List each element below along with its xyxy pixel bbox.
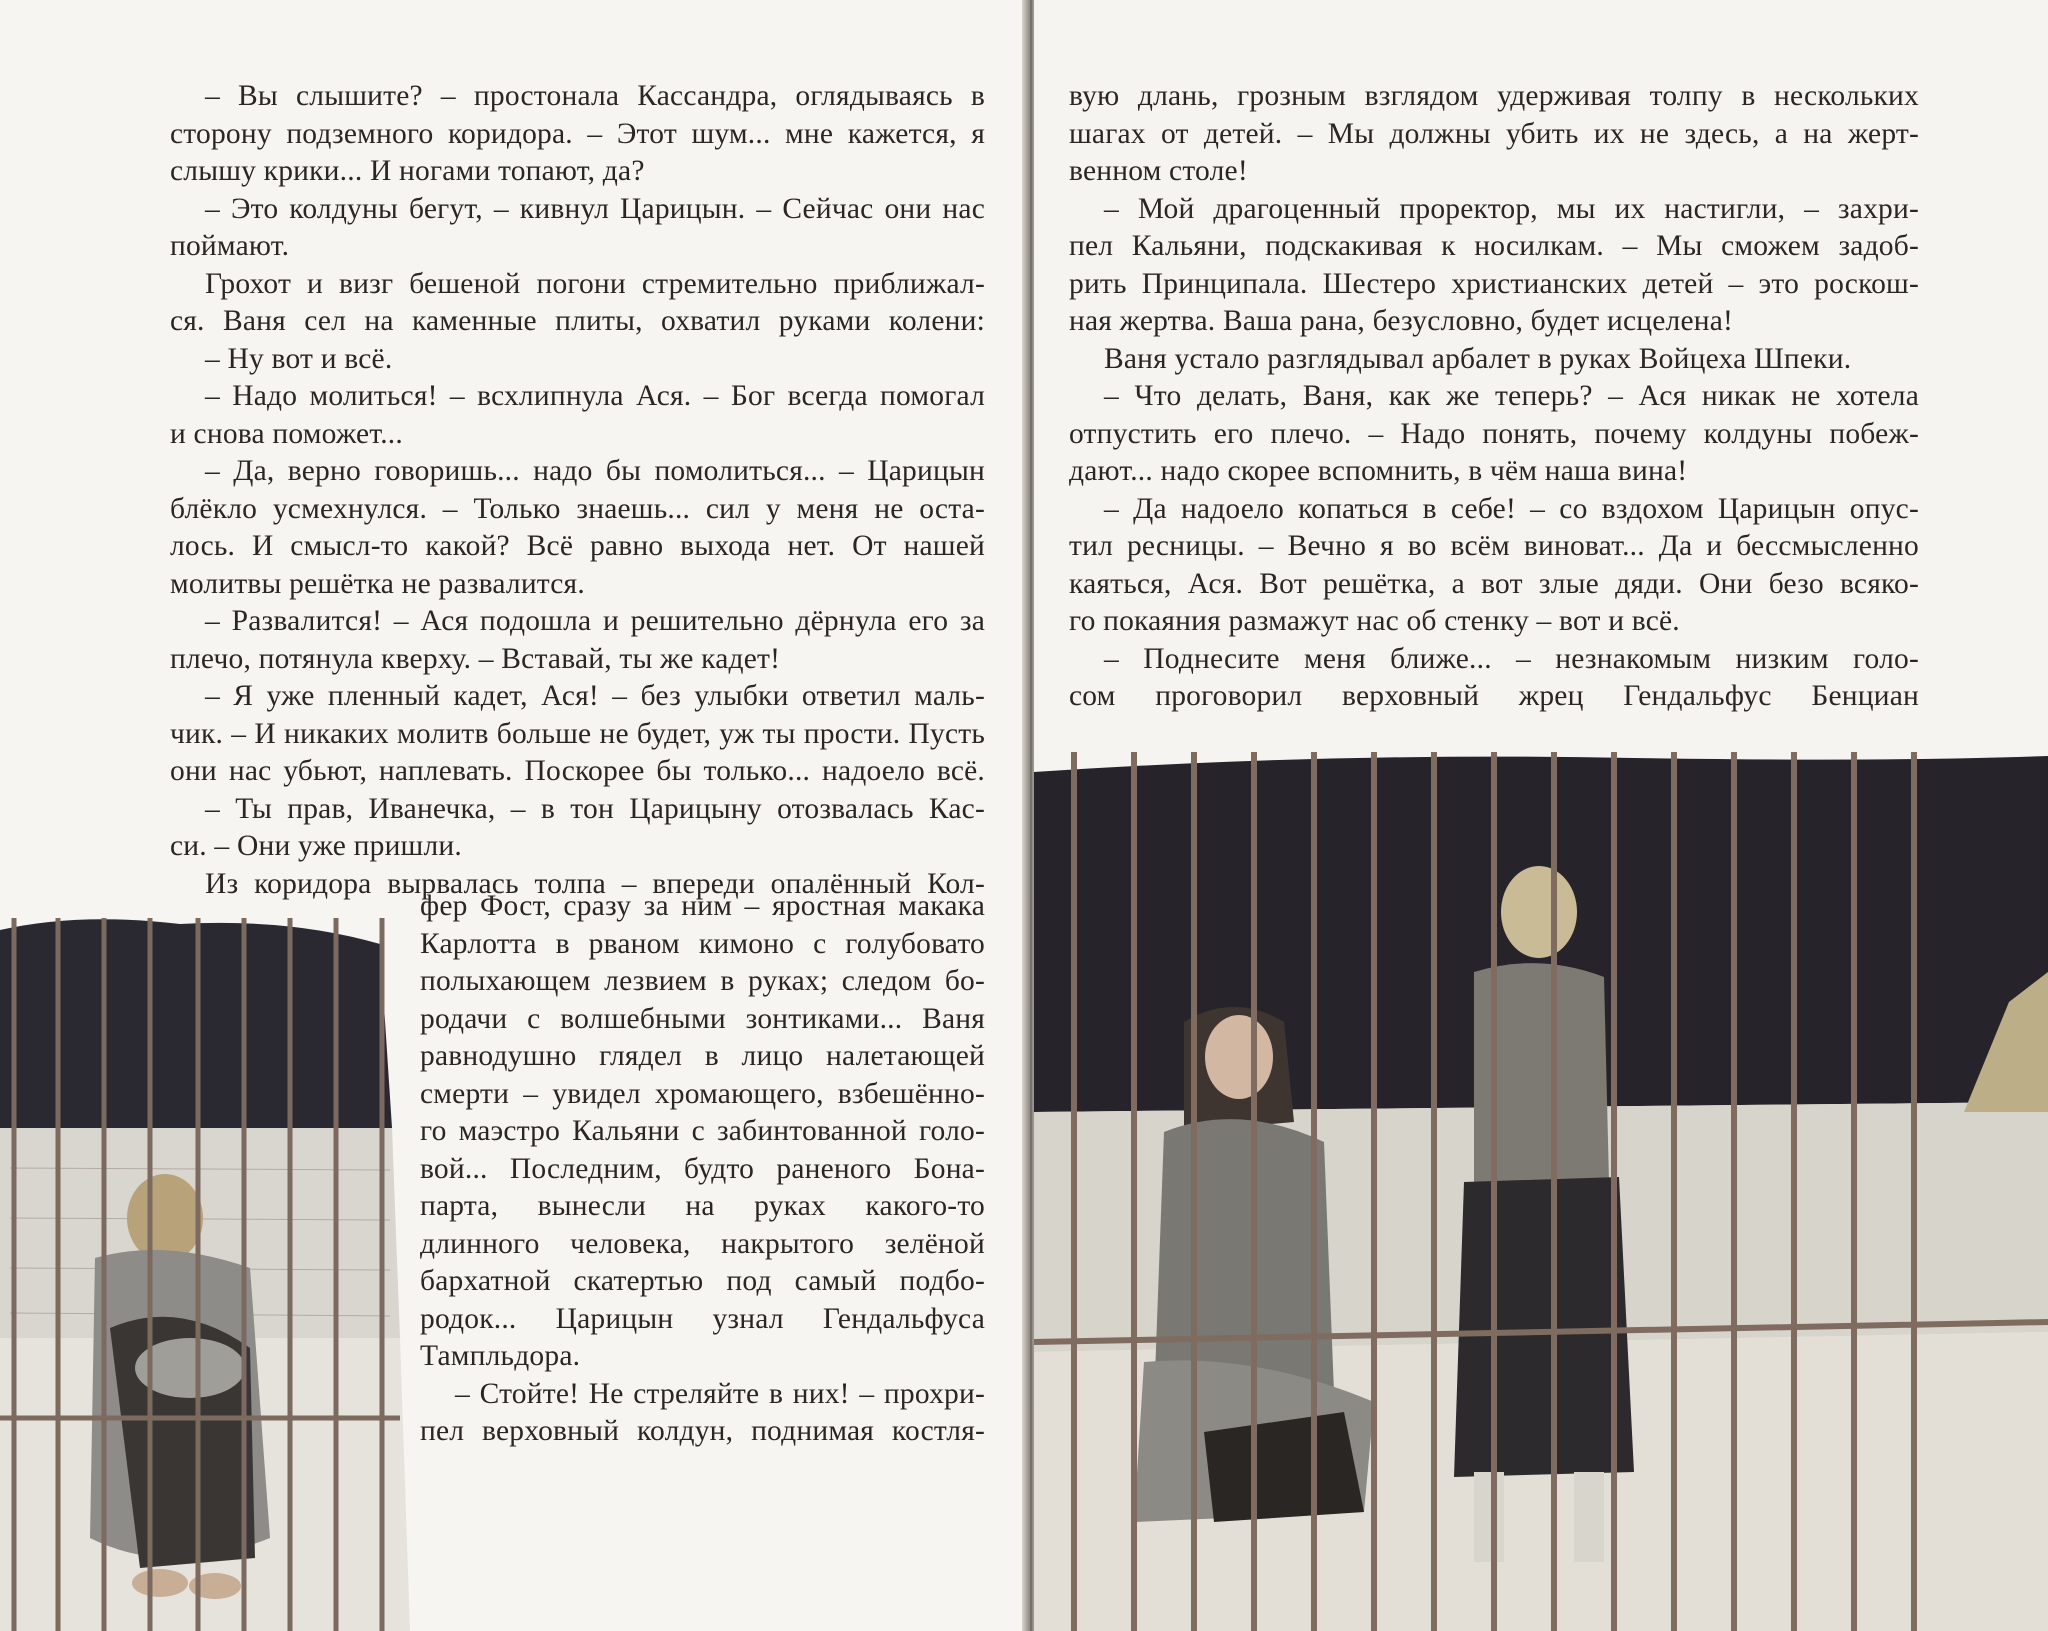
right-page — [1034, 0, 2048, 1631]
text-line: рить Принципала. Шестеро христианских детей – это роскош- — [1069, 267, 1919, 300]
text-line: Ваня устало разглядывал арбалет в руках Войцеха Шпеки. — [1104, 342, 1852, 375]
text-line: Грохот и визг бешеной погони стремительно приближал- — [205, 267, 985, 300]
text-line: – Да надоело копаться в себе! – со вздохом Царицын опус- — [1104, 492, 1919, 525]
text-line: – Стойте! Не стреляйте в них! – прохри- — [455, 1377, 985, 1410]
text-line: Карлотта в рваном кимоно с голубовато — [420, 927, 985, 960]
text-line: блёкло усмехнулся. – Только знаешь... сил у меня не оста- — [170, 492, 985, 525]
text-line: молитвы решётка не развалится. — [170, 567, 585, 600]
text-line: сторону подземного коридора. – Этот шум... мне кажется, я — [170, 117, 985, 150]
illustration-girls-behind-bars — [1034, 752, 2048, 1631]
text-line: плечо, потянула кверху. – Вставай, ты же кадет! — [170, 642, 781, 675]
text-line: парта, вынесли на руках какого-то — [420, 1190, 985, 1222]
text-line: ная жертва. Ваша рана, безусловно, будет исцелена! — [1069, 305, 1734, 337]
text-line: и снова поможет... — [170, 417, 403, 450]
text-line: вой... Последним, будто раненого Бона- — [420, 1152, 985, 1185]
text-line: – Что делать, Ваня, как же теперь? – Ася никак не хотела — [1104, 380, 1919, 412]
text-line: родок... Царицын узнал Гендальфуса — [420, 1302, 985, 1335]
text-line: го маэстро Кальяни с забинтованной голо- — [420, 1115, 985, 1147]
text-line: дают... надо скорее вспомнить, в чём наша вина! — [1069, 455, 1688, 487]
text-line: пел верховный колдун, поднимая костля- — [420, 1415, 985, 1447]
text-line: смерти – увидел хромающего, взбешённо- — [420, 1077, 985, 1110]
text-line: – Мой драгоценный проректор, мы их настигли, – захри- — [1104, 192, 1919, 225]
text-line: – Я уже пленный кадет, Ася! – без улыбки ответил маль- — [205, 680, 985, 712]
text-line: равнодушно глядел в лицо налетающей — [420, 1040, 985, 1072]
text-line: отпустить его плечо. – Надо понять, почему колдуны побеж- — [1069, 417, 1919, 450]
text-line: каяться, Ася. Вот решётка, а вот злые дяди. Они безо всяко- — [1069, 567, 1919, 600]
text-line: – Да, верно говоришь... надо бы помолиться... – Царицын — [205, 455, 985, 487]
text-line: длинного человека, накрытого зелёной — [420, 1227, 985, 1260]
text-line: си. – Они уже пришли. — [170, 830, 462, 862]
text-line: ся. Ваня сел на каменные плиты, охватил руками колени: — [170, 305, 985, 337]
text-line: – Надо молиться! – всхлипнула Ася. – Бог всегда помогал — [205, 380, 985, 412]
text-line: – Ну вот и всё. — [205, 342, 393, 375]
text-line: фер Фост, сразу за ним – яростная макака — [420, 890, 985, 922]
text-line: тил ресницы. – Вечно я во всём виноват... Да и бессмысленно — [1069, 530, 1919, 562]
text-line: пел Кальяни, подскакивая к носилкам. – Мы сможем задоб- — [1069, 230, 1919, 262]
text-line: го покаяния размажут нас об стенку – вот и всё. — [1069, 605, 1680, 637]
text-line: вую длань, грозным взглядом удерживая толпу в нескольких — [1069, 80, 1919, 112]
text-line: – Это колдуны бегут, – кивнул Царицын. – Сейчас они нас — [205, 192, 985, 225]
text-line: – Ты прав, Иванечка, – в тон Царицыну отозвалась Кас- — [205, 792, 985, 825]
text-line: слышу крики... И ногами топают, да? — [170, 155, 645, 187]
text-line: родачи с волшебными зонтиками... Ваня — [420, 1002, 985, 1035]
text-line: поймают. — [170, 230, 290, 262]
text-line: сом проговорил верховный жрец Гендальфус Бенциан — [1069, 680, 1919, 712]
text-line: полыхающем лезвием в руках; следом бо- — [420, 965, 985, 997]
text-line: чик. – И никаких молитв больше не будет, уж ты прости. Пусть — [170, 717, 985, 750]
illustration-boy-behind-bars — [0, 918, 410, 1631]
text-line: лось. И смысл-то какой? Всё равно выхода нет. От нашей — [170, 530, 985, 562]
text-line: бархатной скатертью под самый подбо- — [420, 1265, 985, 1297]
text-line: – Вы слышите? – простонала Кассандра, оглядываясь в — [205, 80, 985, 112]
text-line: венном столе! — [1069, 155, 1248, 187]
text-line: Из коридора вырвалась толпа – впереди опалённый Кол- — [205, 867, 985, 900]
text-line: Тампльдора. — [420, 1340, 581, 1372]
text-line: они нас убьют, наплевать. Поскорее бы только... надоело всё. — [170, 755, 985, 787]
text-line: – Развалится! – Ася подошла и решительно дёрнула его за — [205, 605, 985, 637]
text-line: – Поднесите меня ближе... – незнакомым низким голо- — [1104, 642, 1919, 675]
text-line: шагах от детей. – Мы должны убить их не здесь, а на жерт- — [1069, 117, 1919, 150]
